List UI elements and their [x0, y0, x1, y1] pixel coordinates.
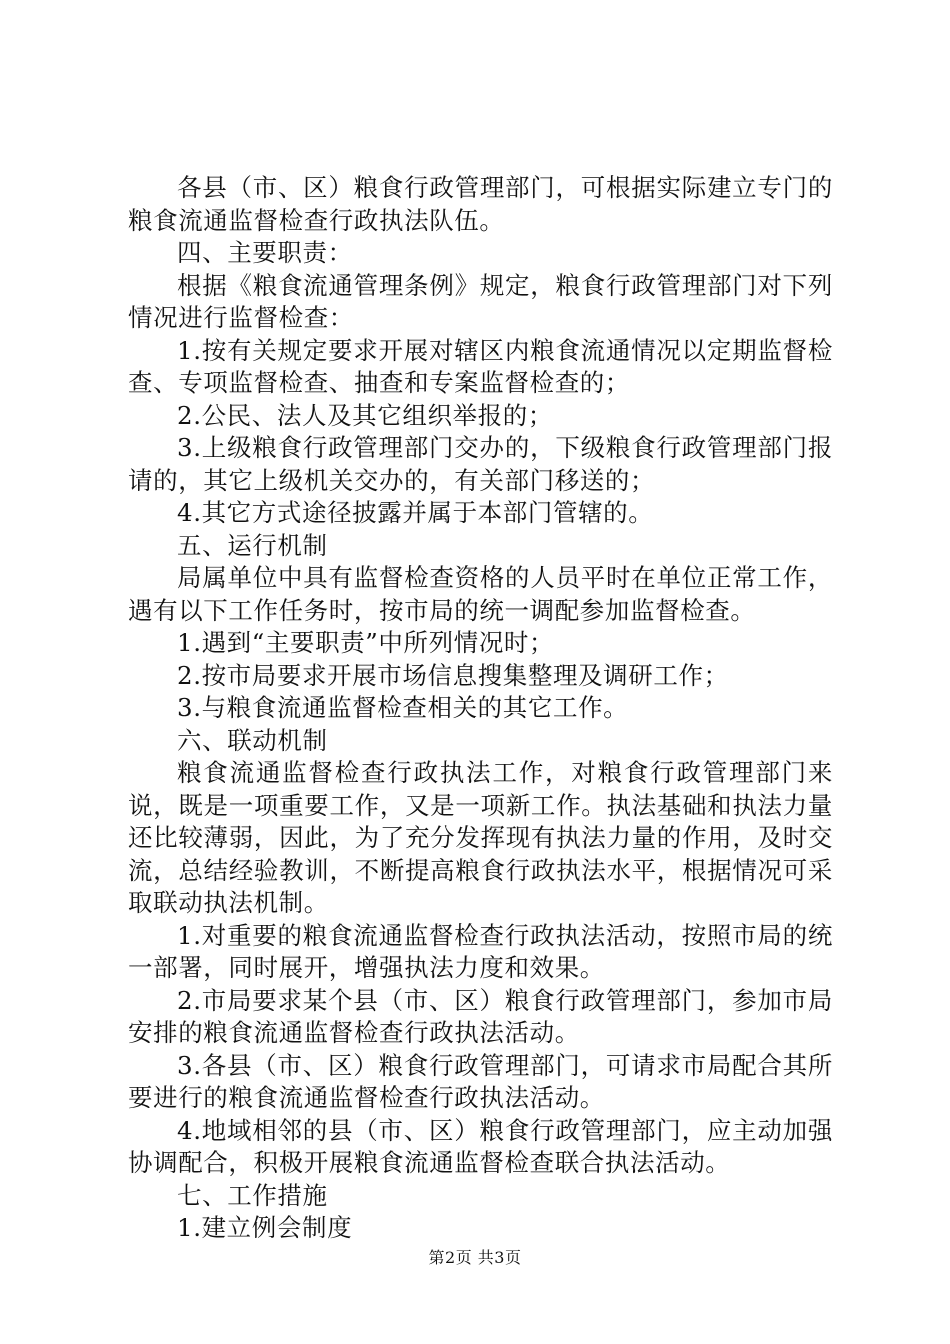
list-item-duty-3: 3.上级粮食行政管理部门交办的，下级粮食行政管理部门报请的，其它上级机关交办的，有关部门移送的；	[128, 433, 833, 495]
paragraph-linkage-mechanism: 粮食流通监督检查行政执法工作，对粮食行政管理部门来说，既是一项重要工作，又是一项新工作。执法基础和执法力量还比较薄弱，因此，为了充分发挥现有执法力量的作用，及时交流，总结经验教训，不断提高粮食行政执法水平，根据情况可采取联动执法机制。	[128, 758, 833, 917]
list-item-linkage-3: 3.各县（市、区）粮食行政管理部门，可请求市局配合其所要进行的粮食流通监督检查行政执法活动。	[128, 1050, 833, 1112]
list-item-operation-3: 3.与粮食流通监督检查相关的其它工作。	[177, 693, 629, 722]
list-item-linkage-1: 1.对重要的粮食流通监督检查行政执法活动，按照市局的统一部署，同时展开，增强执法力度和效果。	[128, 920, 833, 982]
list-item-linkage-4: 4.地域相邻的县（市、区）粮食行政管理部门，应主动加强协调配合，积极开展粮食流通监督检查联合执法活动。	[128, 1115, 833, 1177]
document-body	[128, 172, 833, 1245]
list-item-duty-2: 2.公民、法人及其它组织举报的；	[177, 400, 553, 430]
heading-work-measures: 七、工作措施	[177, 1180, 328, 1210]
heading-main-duties: 四、主要职责：	[177, 238, 353, 267]
paragraph-operation-mechanism: 局属单位中具有监督检查资格的人员平时在单位正常工作，遇有以下工作任务时，按市局的统一调配参加监督检查。	[128, 563, 833, 625]
paragraph-regulation-basis: 根据《粮食流通管理条例》规定，粮食行政管理部门对下列情况进行监督检查：	[128, 270, 833, 332]
list-item-operation-2: 2.按市局要求开展市场信息搜集整理及调研工作；	[177, 660, 729, 690]
list-item-linkage-2: 2.市局要求某个县（市、区）粮食行政管理部门，参加市局安排的粮食流通监督检查行政执法活动。	[128, 985, 833, 1047]
heading-operation-mechanism: 五、运行机制	[177, 530, 328, 560]
heading-linkage-mechanism: 六、联动机制	[177, 725, 328, 755]
list-item-duty-1: 1.按有关规定要求开展对辖区内粮食流通情况以定期监督检查、专项监督检查、抽查和专案监督检查的；	[128, 335, 833, 397]
paragraph-county-enforcement-team: 各县（市、区）粮食行政管理部门，可根据实际建立专门的粮食流通监督检查行政执法队伍。	[128, 173, 833, 235]
list-item-measure-1: 1.建立例会制度	[177, 1213, 353, 1242]
page-number-footer: 第2页 共3页	[428, 1248, 522, 1267]
list-item-duty-4: 4.其它方式途径披露并属于本部门管辖的。	[177, 498, 654, 527]
list-item-operation-1: 1.遇到“主要职责”中所列情况时；	[177, 628, 555, 657]
